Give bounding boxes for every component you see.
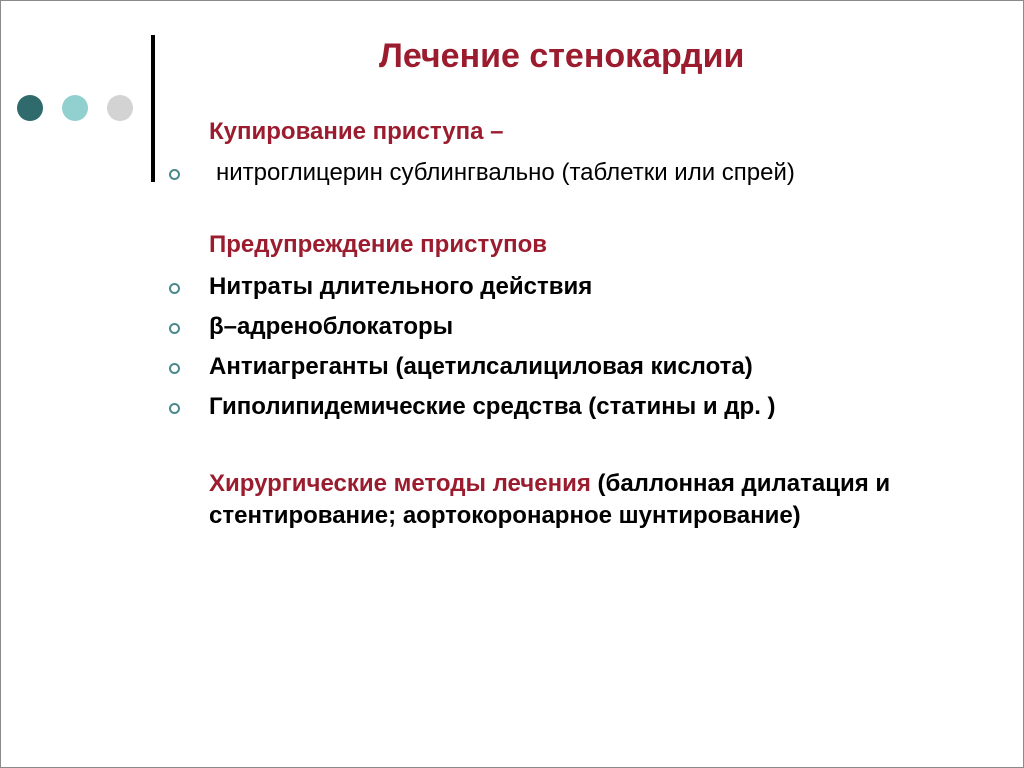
slide-title: Лечение стенокардии — [379, 37, 745, 75]
list-item-text: нитроглицерин сублингвально (таблетки или спрей) — [216, 159, 795, 186]
bullet-icon — [169, 169, 180, 180]
decorative-dot-dark — [17, 95, 43, 121]
bullet-icon — [169, 403, 180, 414]
list-item-text: Антиагреганты (ацетилсалициловая кислота) — [209, 353, 753, 380]
bullet-icon — [169, 283, 180, 294]
decorative-dot-gray — [107, 95, 133, 121]
relief-heading: Купирование приступа – — [209, 118, 504, 145]
list-item — [1, 351, 1001, 387]
list-item — [1, 391, 1001, 427]
list-item-text: β–адреноблокаторы — [209, 313, 454, 340]
surgical-heading: Хирургические методы лечения — [209, 470, 591, 497]
surgical-text: (баллонная дилатация и стентирование; аортокоронарное шунтирование) — [209, 470, 891, 529]
prevention-heading: Предупреждение приступов — [209, 231, 548, 258]
list-item — [1, 157, 1001, 193]
list-item-text: Гиполипидемические средства (статины и др. ) — [209, 393, 776, 420]
list-item — [1, 271, 1001, 307]
list-item-text: Нитраты длительного действия — [209, 273, 593, 300]
list-item — [1, 311, 1001, 347]
surgical-paragraph — [209, 468, 929, 532]
bullet-icon — [169, 323, 180, 334]
decorative-dot-light — [62, 95, 88, 121]
bullet-icon — [169, 363, 180, 374]
